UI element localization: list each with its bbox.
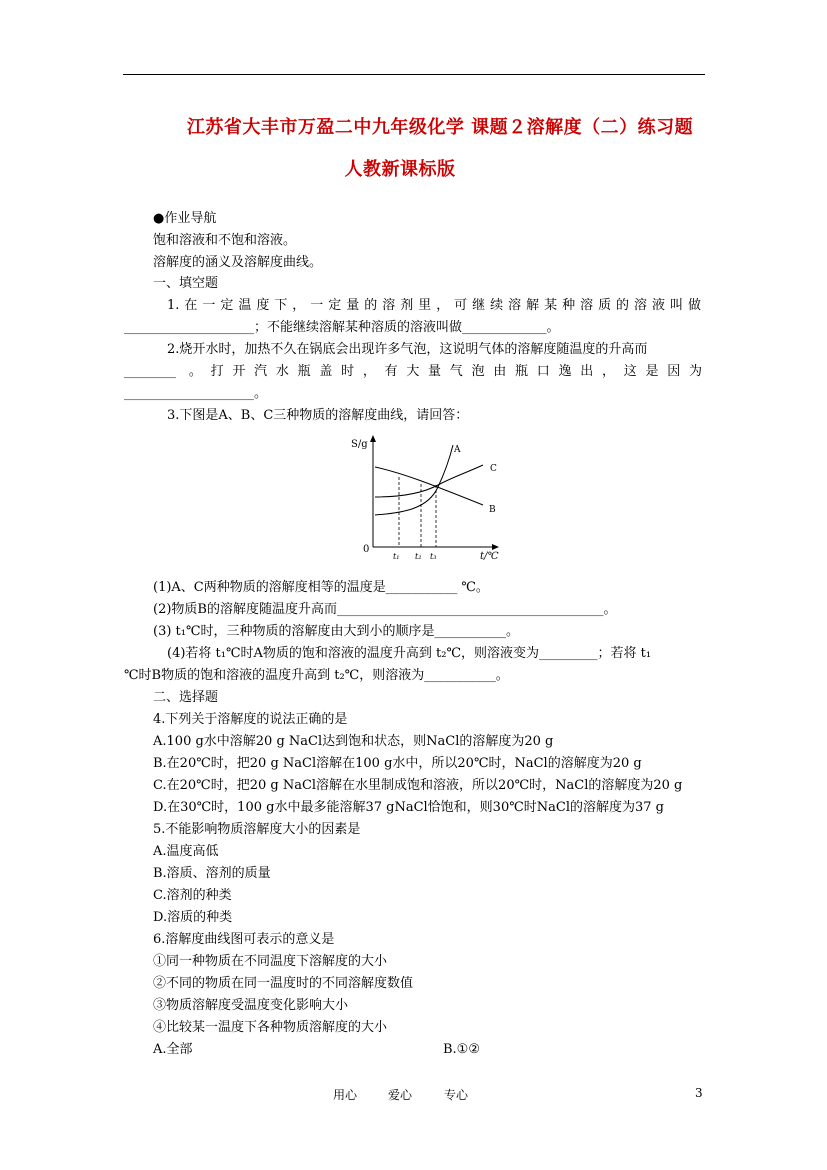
q5-prompt: 5.不能影响物质溶解度大小的因素是 <box>153 822 361 837</box>
q4-option-b: B.在20℃时，把20 g NaCl溶解在100 g水中，所以20℃时，NaCl的溶解度为20 g <box>153 756 642 771</box>
curve-b-label: B <box>489 505 496 515</box>
q6-prompt: 6.溶解度曲线图可表示的意义是 <box>153 932 335 947</box>
q5-option-d: D.溶质的种类 <box>153 910 233 925</box>
footer-text-3: 专心 <box>444 1088 469 1102</box>
curve-c-label: C <box>490 464 497 474</box>
tick-t1: t₁ <box>393 552 400 561</box>
q3-sub1: (1)A、C两种物质的溶解度相等的温度是___________ ℃。 <box>153 580 489 595</box>
q4-prompt: 4.下列关于溶解度的说法正确的是 <box>153 712 348 727</box>
q6-meaning-4: ④比较某一温度下各种物质溶解度的大小 <box>153 1020 388 1035</box>
curve-a-label: A <box>454 445 461 455</box>
q5-option-c: C.溶剂的种类 <box>153 888 232 903</box>
q2-line-c: ____________________。 <box>124 386 268 401</box>
q2-line-a: 2.烧开水时，加热不久在锅底会出现许多气泡，这说明气体的溶解度随温度的升高而 <box>167 342 648 357</box>
x-axis-arrow <box>492 544 499 550</box>
q6-option-a: A.全部 <box>153 1042 193 1057</box>
q6-meaning-1: ①同一种物质在不同温度下溶解度的大小 <box>153 954 388 969</box>
q5-option-b: B.溶质、溶剂的质量 <box>153 866 271 881</box>
q6-meaning-3: ③物质溶解度受温度变化影响大小 <box>153 998 349 1013</box>
y-axis-arrow <box>370 435 376 442</box>
q4-option-c: C.在20℃时，把20 g NaCl溶解在水里制成饱和溶液，所以20℃时，NaCl的溶解度为20 g <box>153 778 683 793</box>
curve-c <box>375 465 483 497</box>
solubility-chart <box>343 427 503 562</box>
y-axis-label: S/g <box>351 439 368 450</box>
tick-t3: t₃ <box>430 552 437 561</box>
q3-sub4-b: ℃时B物质的饱和溶液的温度升高到 t₂℃，则溶液为___________。 <box>124 668 509 683</box>
q6-option-b: B.①② <box>443 1042 480 1057</box>
q3-sub3: (3) t₁℃时，三种物质的溶解度由大到小的顺序是___________。 <box>153 624 520 639</box>
section2-heading: 二、选择题 <box>153 690 219 705</box>
title-line-2: 人教新课标版 <box>344 159 456 180</box>
q5-option-a: A.温度高低 <box>153 844 219 859</box>
q3-sub4-a: (4)若将 t₁℃时A物质的饱和溶液的温度升高到 t₂℃，则溶液变为_________；若将 t₁ <box>167 646 652 661</box>
tick-t2: t₂ <box>415 552 422 561</box>
q2-line-b: ________ 。打开汽水瓶盖时，有大量气泡由瓶口逸出，这是因为 <box>124 364 702 379</box>
q3-sub2: (2)物质B的溶解度随温度升高而_________________________________________。 <box>153 602 617 617</box>
homework-nav: ●作业导航 <box>153 211 217 226</box>
page-number: 3 <box>695 1086 703 1100</box>
title-line-1: 江苏省大丰市万盈二中九年级化学 课题２溶解度（二）练习题 <box>186 117 694 138</box>
q4-option-a: A.100 g水中溶解20 g NaCl达到饱和状态，则NaCl的溶解度为20 g <box>153 734 554 749</box>
origin-label: 0 <box>363 544 370 555</box>
q6-meaning-2: ②不同的物质在同一温度时的不同溶解度数值 <box>153 976 414 991</box>
intro-p2: 溶解度的涵义及溶解度曲线。 <box>153 255 323 270</box>
x-axis-label: t/℃ <box>480 551 499 562</box>
curve-a <box>375 445 453 515</box>
footer-text-1: 用心 <box>333 1088 358 1102</box>
footer-text-2: 爱心 <box>388 1088 413 1102</box>
q4-option-d: D.在30℃时，100 g水中最多能溶解37 gNaCl恰饱和，则30℃时NaCl的溶解度为37 g <box>153 800 664 815</box>
q1-line-b: ____________________；不能继续溶解某种溶质的溶液叫做_____________。 <box>124 320 560 335</box>
intro-p1: 饱和溶液和不饱和溶液。 <box>153 233 297 248</box>
q1-line-a: 1.在一定温度下，一定量的溶剂里，可继续溶解某种溶质的溶液叫做 <box>167 298 701 313</box>
section1-heading: 一、填空题 <box>153 276 219 291</box>
header-rule <box>123 74 705 75</box>
q3-prompt: 3.下图是A、B、C三种物质的溶解度曲线，请回答： <box>167 408 469 423</box>
